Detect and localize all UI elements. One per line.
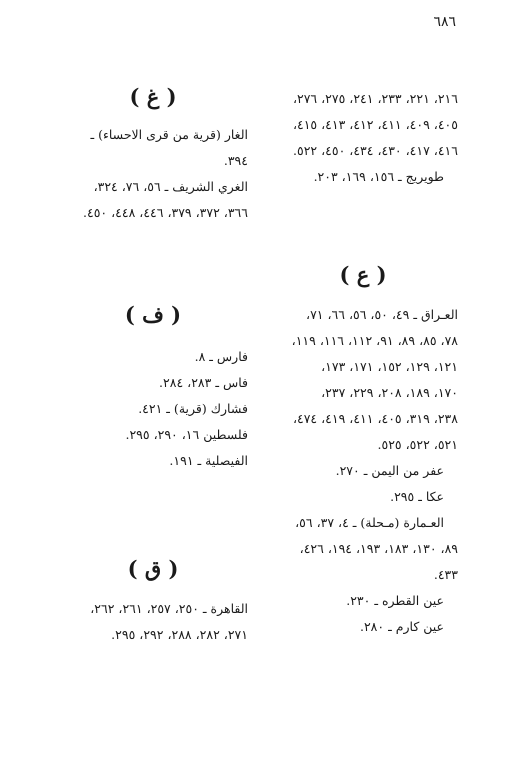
index-entry-amara: العـمارة (مـحلة) ـ ٤، ٣٧، ٥٦، [295, 515, 444, 530]
section-heading-fa: ( ف ) [124, 302, 182, 327]
index-entry-falastin: فلسطين ١٦، ٢٩٠، ٢٩٥. [125, 427, 248, 442]
index-entry-alghar: الغار (قرية من قرى الاحساء) ـ [90, 127, 248, 142]
index-entry-fashark: فشارك (قرية) ـ ٤٢١. [138, 401, 248, 416]
index-entry-faris: فارس ـ ٨. [194, 349, 248, 364]
index-entry-tuwairij: طويريج ـ ١٥٦، ١٦٩، ٢٠٣. [313, 169, 444, 184]
index-entry-continuation: ٤١٦، ٤١٧، ٤٣٠، ٤٣٤، ٤٥٠، ٥٢٢. [293, 143, 458, 158]
index-entry-continuation: ٢٧١، ٢٨٢، ٢٨٨، ٢٩٢، ٢٩٥. [111, 627, 248, 642]
index-entry-continuation: ٣٦٦، ٣٧٢، ٣٧٩، ٤٤٦، ٤٤٨، ٤٥٠. [83, 205, 248, 220]
index-entry-continuation: ٤٣٣. [433, 567, 458, 582]
index-entry-algharri: الغري الشريف ـ ٥٦، ٧٦، ٣٢٤، [93, 179, 248, 194]
section-heading-qaf: ( ق ) [127, 556, 179, 581]
section-heading-ghain: ( غ ) [129, 84, 177, 109]
index-entry-continuation: ١٧٠، ١٨٩، ٢٠٨، ٢٢٩، ٢٣٧، [321, 385, 458, 400]
index-entry-fas: فاس ـ ٢٨٣، ٢٨٤. [159, 375, 248, 390]
index-entry-continuation: ٤٠٥، ٤٠٩، ٤١١، ٤١٢، ٤١٣، ٤١٥، [292, 117, 458, 132]
index-entry-continuation: ١٢١، ١٢٩، ١٥٢، ١٧١، ١٧٣، [321, 359, 458, 374]
index-entry-continuation: ٣٩٤. [223, 153, 248, 168]
index-entry-continuation: ٢٣٨، ٣١٩، ٤٠٥، ٤١١، ٤١٩، ٤٧٤، [292, 411, 458, 426]
index-entry-continuation: ٨٩، ١٣٠، ١٨٣، ١٩٣، ١٩٤، ٤٢٦، [299, 541, 458, 556]
left-column [58, 80, 248, 648]
index-entry-iraq: العـراق ـ ٤٩، ٥٠، ٥٦، ٦٦، ٧١، [306, 307, 458, 322]
index-entry-alfaisaliya: الفيصلية ـ ١٩١. [169, 453, 248, 468]
index-entry-continuation: ٥٢١، ٥٢٢، ٥٢٥. [377, 437, 458, 452]
index-entry-afar: عفر من اليمن ـ ٢٧٠. [335, 463, 444, 478]
index-entry-ein-alqatra: عين القطره ـ ٢٣٠. [346, 593, 444, 608]
page-number: ٦٨٦ [433, 14, 456, 30]
right-column [268, 86, 458, 640]
index-entry-continuation: ٧٨، ٨٥، ٨٩، ٩١، ١١٢، ١١٦، ١١٩، [291, 333, 458, 348]
index-entry-ein-karem: عين كارم ـ ٢٨٠. [359, 619, 444, 634]
index-entry-continuation: ٢١٦، ٢٢١، ٢٣٣، ٢٤١، ٢٧٥، ٢٧٦، [292, 91, 458, 106]
index-entry-akka: عكا ـ ٢٩٥. [390, 489, 444, 504]
index-entry-alqahira: القاهرة ـ ٢٥٠، ٢٥٧، ٢٦١، ٢٦٢، [90, 601, 248, 616]
section-heading-ein: ( ع ) [339, 262, 387, 287]
